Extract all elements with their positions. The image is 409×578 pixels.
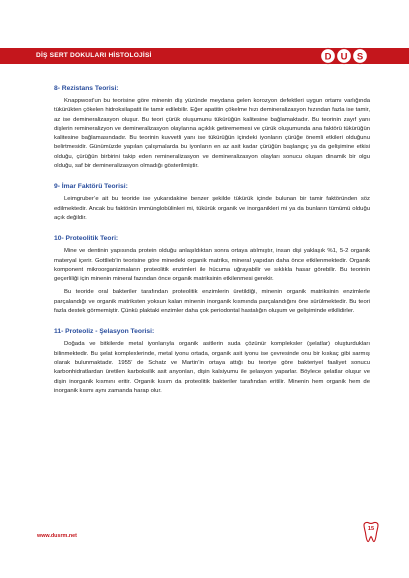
running-header-title: DİŞ SERT DOKULARI HİSTOLOJİSİ <box>36 52 152 59</box>
section-proteolitik-teori <box>54 234 370 316</box>
logo-letter-u: U <box>340 51 348 63</box>
section-heading: 10- Proteolitik Teori: <box>54 235 119 243</box>
section-paragraph: Leimgruber’e ait bu teoride ise yukarıdakine benzer şekilde tükürük içinde bulunan bir tamir faktöründen söz edilmektedir. Ancak bu faktörün immünglobülinleri mi, tükürük organik ve inorganikleri mi ya da bunların tümümü olduğu açık değildir. <box>54 196 370 221</box>
page-content <box>54 84 370 407</box>
logo-letter-d: D <box>324 51 332 63</box>
section-paragraph: Knappwost’un bu teorisine göre minenin diş yüzünde meydana gelen korozyon defektleri uygun ortamı varlığında tükürükten çökelen hidroksilapatit ile tamir edilebilir. Eğer apatitin çökelme hızı demineralizasyon hızından fazla ise tamir, az ise demineralizasyon oluşur. Bu teori çürük oluşumunu tükürüğün kalitesine bağlamaktadır. Bu teorinin zayıf yanı dişlerin remineralizyon ve demineralizasyon olaylarına açıklık getirememesi ve çürük oluşumunda ana faktörü tükürüğün kalitesine bağlamasındadır. Bu teorinin kuvvetli yanı ise tükürüğün içindeki iyonların çürüğe önemli etkileri olduğunu belirtmesidir. Günümüzde yapılan çalışmalarda bu iyonların en az asit kadar çürüğün başlangıç ya da gelişimine etkisi olduğu, çürüğün birbirini takip eden remineralizasyon ve demineralizasyon olayları sonucu oluşan dinamik bir olgu olduğu, saf bir demineralizasyon olmadığı gösterilmiştir. <box>54 98 370 170</box>
logo-letter-s: S <box>356 51 364 63</box>
section-rezistans-teorisi <box>54 84 370 171</box>
page-number: 15 <box>367 526 375 532</box>
section-paragraph: Doğada ve bitkilerde metal iyonlarıyla organik asitlerin suda çözünür kompleksler (şelatlar) oluşturdukları bilinmektedir. Bu şelat komplexlerinde, metal iyonu ortada, organik asit iyonu ise çevresinde onu bir kıskaç gibi sarmış olarak bulunmaktadır. 1955’ de Schatz ve Martin’in ortaya attığı bu teoriye göre bakteriyel faaliyet sonucu karbonhidratlardan üretilen karboksilik asit anyonları, dişin kalsiyumu ile şelasyon yaparlar. Böylece şelatlar oluşur ve dişin inorganik kısmını eritir. Organik kısım da proteolitik bakteriler tarafından eritilir. Minenin hem organik hem de inorganik kısmı aynı zamanda harap olur. <box>54 341 370 394</box>
section-proteoliz-selasyon-teorisi <box>54 327 370 396</box>
section-heading: 9- İmar Faktörü Teorisi: <box>54 183 128 191</box>
section-paragraph: Mine ve dentinin yapısında protein olduğu anlaşıldıktan sonra ortaya atılmıştır, insan dişi yaklaşık %1, 5-2 organik materyal içerir. Gottlieb’in teorisine göre minedeki organik matriks, mineral yapıdan daha önce etkilenmektedir. Organik komponent mikroorganizmaların proteolitik enzimleri ile hücuma uğrayabilir ve sıklıkla hasar görebilir. Bu teorinin geçerliliği için minenin mineral fazından önce organik matriksinin etkilenmesi gerekir. <box>54 248 370 283</box>
footer-website-link[interactable]: www.dusrm.net <box>37 533 77 539</box>
section-heading: 11- Proteoliz - Şelasyon Teorisi: <box>54 328 155 336</box>
tooth-icon <box>361 521 381 543</box>
dus-logo <box>320 42 368 70</box>
section-heading: 8- Rezistans Teorisi: <box>54 85 119 92</box>
section-paragraph: Bu teoride oral bakteriler tarafından proteolitik enzimlerin üretildiği, minenin organik matriksinin enzimlerle parçalandığı ve organik matriksten yoksun kalan minenin inorganik kısmında parçalandığını öne sürülmektedir. Bu teori fazla destek görmemiştir. Çünkü plaktaki enzimler daha çok periodontal hastalığın oluşum ve gelişiminde etkilidirler. <box>54 289 370 315</box>
section-imar-faktoru-teorisi <box>54 182 370 223</box>
